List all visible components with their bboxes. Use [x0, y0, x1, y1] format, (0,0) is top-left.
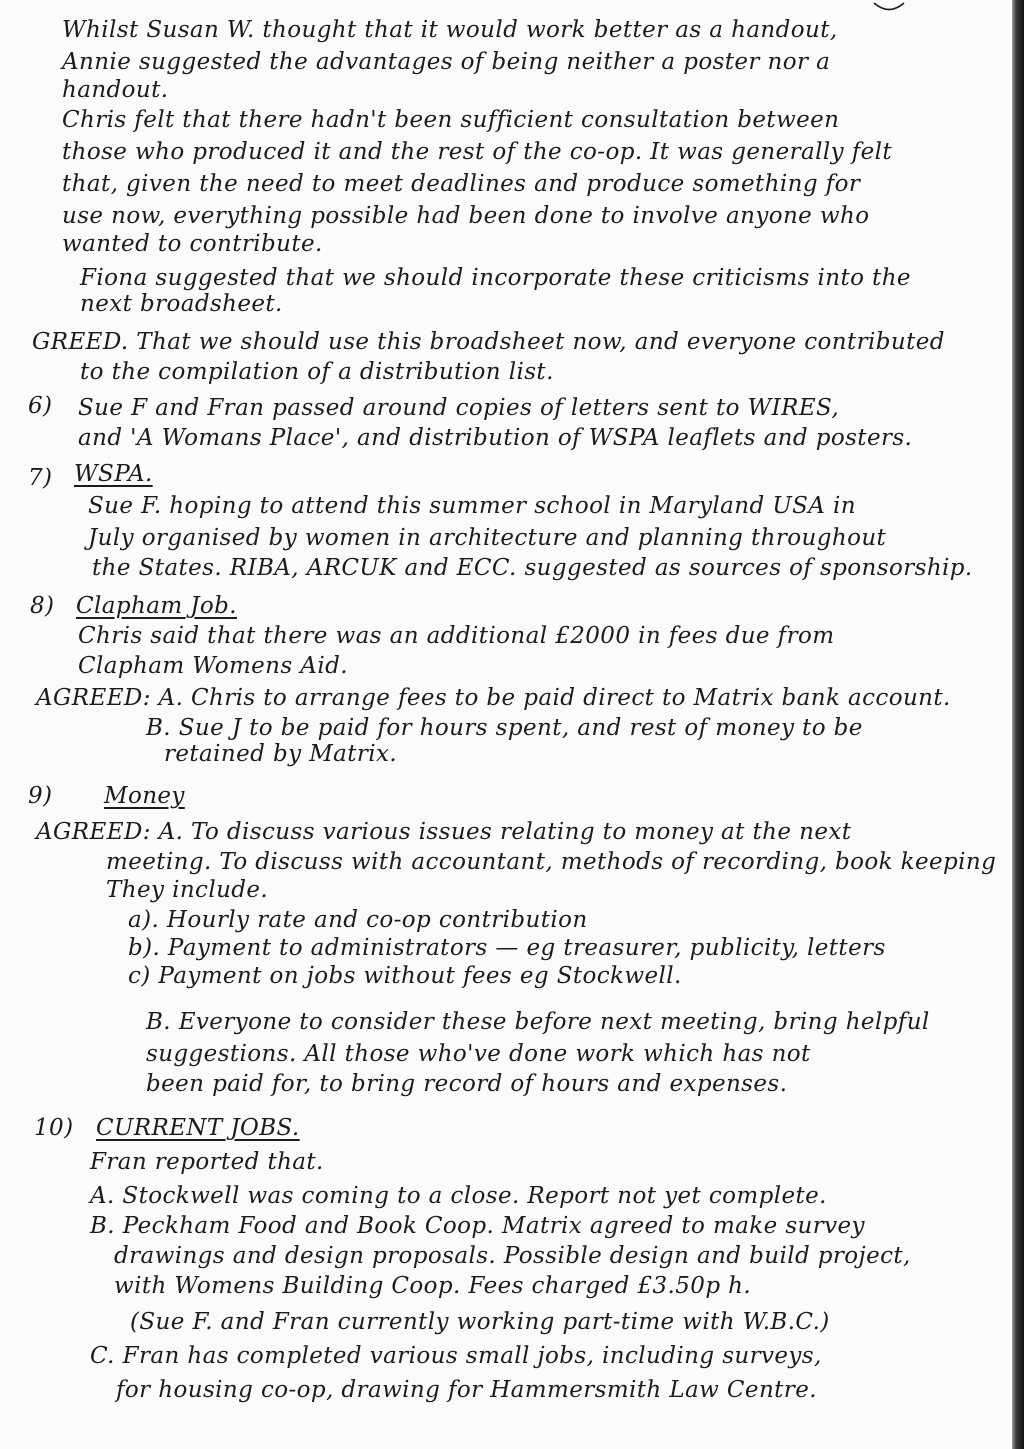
list-item: b). Payment to administrators — eg treasurer, publicity, letters [128, 935, 886, 961]
item-number: 7) [28, 465, 53, 491]
agreed-line: GREED. That we should use this broadsheet now, and everyone contributed [32, 329, 945, 355]
note-line: use now, everything possible had been done to involve anyone who [62, 203, 870, 229]
note-line: handout. [62, 77, 169, 103]
note-line: (Sue F. and Fran currently working part-time with W.B.C.) [130, 1309, 830, 1335]
note-line: drawings and design proposals. Possible design and build project, [114, 1243, 911, 1269]
note-line: for housing co-op, drawing for Hammersmith Law Centre. [116, 1377, 817, 1403]
note-line: Whilst Susan W. thought that it would work better as a handout, [62, 17, 838, 43]
list-item: c) Payment on jobs without fees eg Stockwell. [128, 963, 682, 989]
note-line: and 'A Womans Place', and distribution of WSPA leaflets and posters. [78, 425, 913, 451]
note-line: that, given the need to meet deadlines and produce something for [62, 171, 861, 197]
note-line: Clapham Womens Aid. [78, 653, 348, 679]
section-heading: Clapham Job. [76, 593, 237, 619]
note-line: Annie suggested the advantages of being neither a poster nor a [62, 49, 831, 75]
item-number: 9) [28, 783, 53, 809]
note-line: B. Everyone to consider these before next meeting, bring helpful [146, 1009, 930, 1035]
note-line: wanted to contribute. [62, 231, 323, 257]
note-line: been paid for, to bring record of hours and expenses. [146, 1071, 788, 1097]
note-line: retained by Matrix. [164, 741, 398, 767]
note-line: Sue F and Fran passed around copies of letters sent to WIRES, [78, 395, 840, 421]
section-heading: Money [104, 783, 185, 809]
note-line: Chris felt that there hadn't been sufficient consultation between [62, 107, 840, 133]
list-item: B. Peckham Food and Book Coop. Matrix agreed to make survey [90, 1213, 865, 1239]
note-line: with Womens Building Coop. Fees charged £3.50p h. [114, 1273, 752, 1299]
note-line: Sue F. hoping to attend this summer school in Maryland USA in [88, 493, 856, 519]
item-number: 8) [30, 593, 55, 619]
page-edge-shadow [1012, 0, 1024, 1449]
item-number: 6) [28, 393, 53, 419]
note-line: July organised by women in architecture and planning throughout [88, 525, 887, 551]
note-line: the States. RIBA, ARCUK and ECC. suggested as sources of sponsorship. [92, 555, 973, 581]
note-line: B. Sue J to be paid for hours spent, and rest of money to be [146, 715, 863, 741]
note-line: suggestions. All those who've done work which has not [146, 1041, 811, 1067]
section-heading: WSPA. [74, 461, 153, 487]
note-line: those who produced it and the rest of the co-op. It was generally felt [62, 139, 893, 165]
list-item: C. Fran has completed various small jobs, including surveys, [90, 1343, 822, 1369]
note-line: Chris said that there was an additional £2000 in fees due from [78, 623, 835, 649]
agreed-line: AGREED: A. Chris to arrange fees to be paid direct to Matrix bank account. [36, 685, 951, 711]
note-line: Fiona suggested that we should incorporate these criticisms into the [80, 265, 911, 291]
item-number: 10) [34, 1115, 74, 1141]
note-line: next broadsheet. [80, 291, 283, 317]
note-line: to the compilation of a distribution list. [80, 359, 554, 385]
note-line: meeting. To discuss with accountant, methods of recording, book keeping [106, 849, 997, 875]
list-item: a). Hourly rate and co-op contribution [128, 907, 588, 933]
section-heading: CURRENT JOBS. [96, 1115, 300, 1141]
pen-mark [872, 0, 906, 14]
note-line: They include. [106, 877, 269, 903]
list-item: A. Stockwell was coming to a close. Report not yet complete. [90, 1183, 827, 1209]
note-line: Fran reported that. [90, 1149, 324, 1175]
agreed-line: AGREED: A. To discuss various issues relating to money at the next [36, 819, 852, 845]
